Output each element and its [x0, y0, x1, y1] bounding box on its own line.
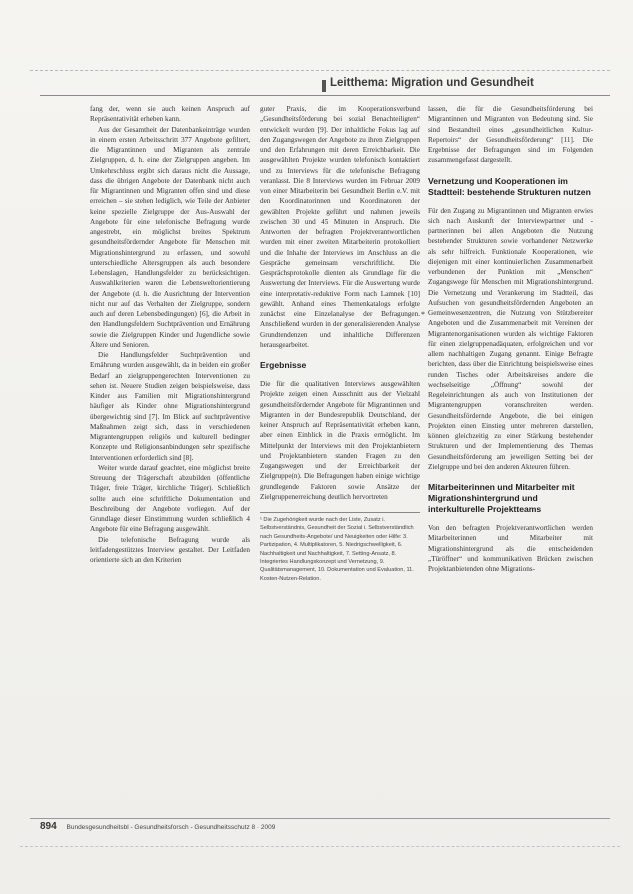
paragraph: guter Praxis, die im Kooperationsverbund „Gesundheitsförderung bei sozial Benachteiligten“ entwickelt wurden [9]. Der inhaltliche Fokus lag auf den Zugangswegen der Angebote zu ihren Zielgruppen und den Erfahrungen mit deren Erreichbarkeit. Die ausgewählten Projekte wurden telefonisch kontaktiert und zu Interviews für die telefonische Befragung veranlasst. Die 8 Interviews wurden im Februar 2009 von einer Mitarbeiterin bei Gesundheit Berlin e.V. mit den Koordinatorinnen und Koordinatoren der gewählten Projekte geführt und nahmen jeweils zwischen 30 und 45 Minuten in Anspruch. Die Antworten der befragten Projektverantwortlichen wurden mit einer zweiten Mitarbeiterin protokolliert und die Inhalte der Interviews im Anschluss an die Gespräche gemeinsam verschriftlicht. Die Gesprächsprotokolle dienten als Grundlage für die Auswertung der Interviews. Für die Auswertung wurde eine interpretativ-reduktive Form nach Lamnek [10] gewählt. Anhand eines Themenkatalogs erfolgte zunächst eine Einzelanalyse der Befragungen. Anschließend wurden in der generalisierenden Analyse Grundtendenzen und inhaltliche Differenzen herausgearbeitet. [260, 105, 420, 349]
section-heading-networking: Vernetzung und Kooperationen im Stadtteil: bestehende Strukturen nutzen [428, 175, 591, 197]
running-header: Leitthema: Migration und Gesundheit [330, 77, 534, 89]
paragraph: Aus der Gesamtheit der Datenbankeinträge wurden in einem ersten Arbeitsschritt 377 Angebote gefiltert, die Migrantinnen und Migranten als zentrale Zielgruppen, d. h. eine der Zielgruppen angeben. Im Umkehrschluss ergibt sich daraus nicht die Aussage, dass die übrigen Angebote der Datenbank nicht auch für Migrantinnen und Migranten offen sind und diese erreichen – sie stehen lediglich, wie Teile der Anbieter keine spezielle Zielgruppe der Aus-Auswahl der Angebote für eine telefonische Befragung wurde angestrebt, ein möglichst breites Spektrum gesundheitsfördernder Angebote für Menschen mit Migrationshintergrund zu erfassen, und sowohl unterschiedliche Altersgruppen als auch besondere Lebenslagen, Handlungsfelder zu berücksichtigen. Auswahlkriterien waren die Lebensweltorientierung der Angebote (d. h. die Ausrichtung der Intervention nicht nur auf das Verhalten der Zielgruppe, sondern auch auf deren Lebensbedingungen) [6], die Arbeit in den Handlungsfeldern Suchtprävention und Ernährung sowie die Zielgruppen Kinder und Jugendliche sowie Ältere und Senioren. [90, 125, 250, 349]
paragraph: Die Handlungsfelder Suchtprävention und Ernährung wurden ausgewählt, da in beiden ein großer Bedarf an zielgruppengerechten Interventionen zu sehen ist. Neuere Studien zeigen beispielsweise, dass Kinder aus Familien mit Migrationshintergrund häufiger als Kinder ohne Migrationshintergrund übergewichtig sind [7]. Im Blick auf suchtpräventive Maßnahmen zeigt sich, dass in verschiedenen Migrantengruppen religiös und kulturell bedingter Konzepte und Religionsanbindungen sehr spezifische Interventionen erforderlich sind [8]. [90, 351, 250, 462]
paragraph: lassen, die für die Gesundheitsförderung bei Migrantinnen und Migranten von Bedeutung sind. Sie sind Bestandteil eines „gesundheitlichen Kultur-Repertoirs“ der Gesundheitsförderung“ [11]. Die Ergebnisse der Befragungen sind im Folgenden zusammengefasst dargestellt. [428, 105, 593, 165]
paragraph: Von den befragten Projektverantwortlichen werden Mitarbeiterinnen und Mitarbeiter mit Migrationshintergrund als die entscheidenden „Türöffner“ und kommunikativen Brücken zwischen Projektanbietenden ohne Migrations- [428, 524, 593, 573]
header-marker [322, 80, 326, 92]
column-3 [428, 104, 593, 574]
column-2 [260, 104, 420, 583]
footer [40, 821, 600, 832]
column-1 [90, 104, 250, 565]
margin-mark: * [421, 310, 425, 319]
section-heading-staff: Mitarbeiterinnen und Mitarbeiter mit Migrationshintergrund und interkulturelle Projektteams [428, 482, 575, 514]
footer-rule [30, 818, 610, 819]
journal-citation: Bundesgesundheitsbl - Gesundheitsforsch - Gesundheitsschutz 8 · 2009 [66, 824, 276, 831]
bottom-dashed-rule [20, 846, 620, 847]
footnote: ¹ Die Zugehörigkeit wurde nach der Liste, Zusatz i. Selbstverständnis, Gesundheit der Sozial i. Selbstverständlich nach Gesundheits-Angebote/ und Neuigkeiten oder Hilfe: 3. Partizipation, 4. Multiplikatoren, 5. Niedrigschwelligkeit, 6. Nachhaltigkeit und Nachhaltigkeit, 7. Setting-Ansatz, 8. Integriertes Handlungskonzept und Vernetzung, 9. Qualitätsmanagement, 10. Dokumentation und Evaluation, 11. Kosten-Nutzen-Relation. [260, 512, 420, 583]
top-dashed-rule [30, 70, 610, 71]
paragraph: fang der, wenn sie auch keinen Anspruch auf Repräsentativität erheben kann. [90, 105, 250, 124]
section-heading-results: Ergebnisse [260, 360, 307, 370]
paragraph: Weiter wurde darauf geachtet, eine möglichst breite Streuung der Trägerschaft abzubilden (öffentliche Träger, freie Träger, kirchliche Träger). Schließlich sollte auch eine schriftliche Dokumentation und Beschreibung der Angebote vorliegen. Auf der Grundlage dieser Einstimmung wurden schließlich 4 Angebote für eine Befragung ausgewählt. [90, 463, 250, 534]
page-number: 894 [40, 821, 57, 832]
header-rule [40, 95, 610, 96]
paragraph: Die telefonische Befragung wurde als leitfadengestütztes Interview gestaltet. Der Leitfaden orientierte sich an den Kriterien [90, 535, 250, 564]
paragraph: Für den Zugang zu Migrantinnen und Migranten erwies sich nach Auskunft der Interviewpartner und -partnerinnen bei allen Angeboten die Nutzung bestehender Strukturen sowie vorhandener Netzwerke als sehr hilfreich. Funktionale Kooperationen, wie diejenigen mit einer kontinuierlichen Zusammenarbeit verbundenen der Punktion mit „Menschen“ Zugangswege für Menschen mit Migrationshintergrund. Die Vernetzung und Verankerung im Stadtteil, das Aufsuchen von gesundheitsfördernden Angeboten an Gemeinwesenzentren, die Nutzung von Stützbereiter Angeboten und die Zusammenarbeit mit Vereinen der Migrantenorganisationen wurden als wichtige Faktoren für einen zielgruppenadäquaten, erfolgreichen und vor allem nachhaltigen Zugang genannt. Einige Befragte berichten, dass über die Einrichtung beispielsweise eines runden Tisches oder Arbeitskreises andere die wechselseitige „Öffnung“ sowohl der Regeleinrichtungen als auch von Institutionen der Migrantengruppen voranschreiten werden. Gesundheitsfördernde Angebote, die bei einigen Projekten einen Einstieg unter mehreren darstellen, können gleichzeitig zu einer Stärkung bestehender Strukturen und der Implementierung des Themas Gesundheitsförderung am jeweiligen Setting bei der Zielgruppe und bei den anderen Akteuren führen. [428, 206, 593, 471]
paragraph: Die für die qualitativen Interviews ausgewählten Projekte zeigen einen Ausschnitt aus der Vielzahl gesundheitsfördernder Angebote für Migrantinnen und Migranten in der Bundesrepublik Deutschland, der keiner Anspruch auf Repräsentativität erheben kann, aber einen Einblick in die Praxis ermöglicht. Im Mittelpunkt der Interviews mit den Projektanbietern und Projektanbietern standen Fragen zu den Zugangswegen und der Erreichbarkeit der Zielgruppe(n). Die Befragungen haben einige wichtige grundlegende Faktoren sowie Ansätze der Zielgruppenerreichung deutlich hervortreten [260, 380, 420, 501]
